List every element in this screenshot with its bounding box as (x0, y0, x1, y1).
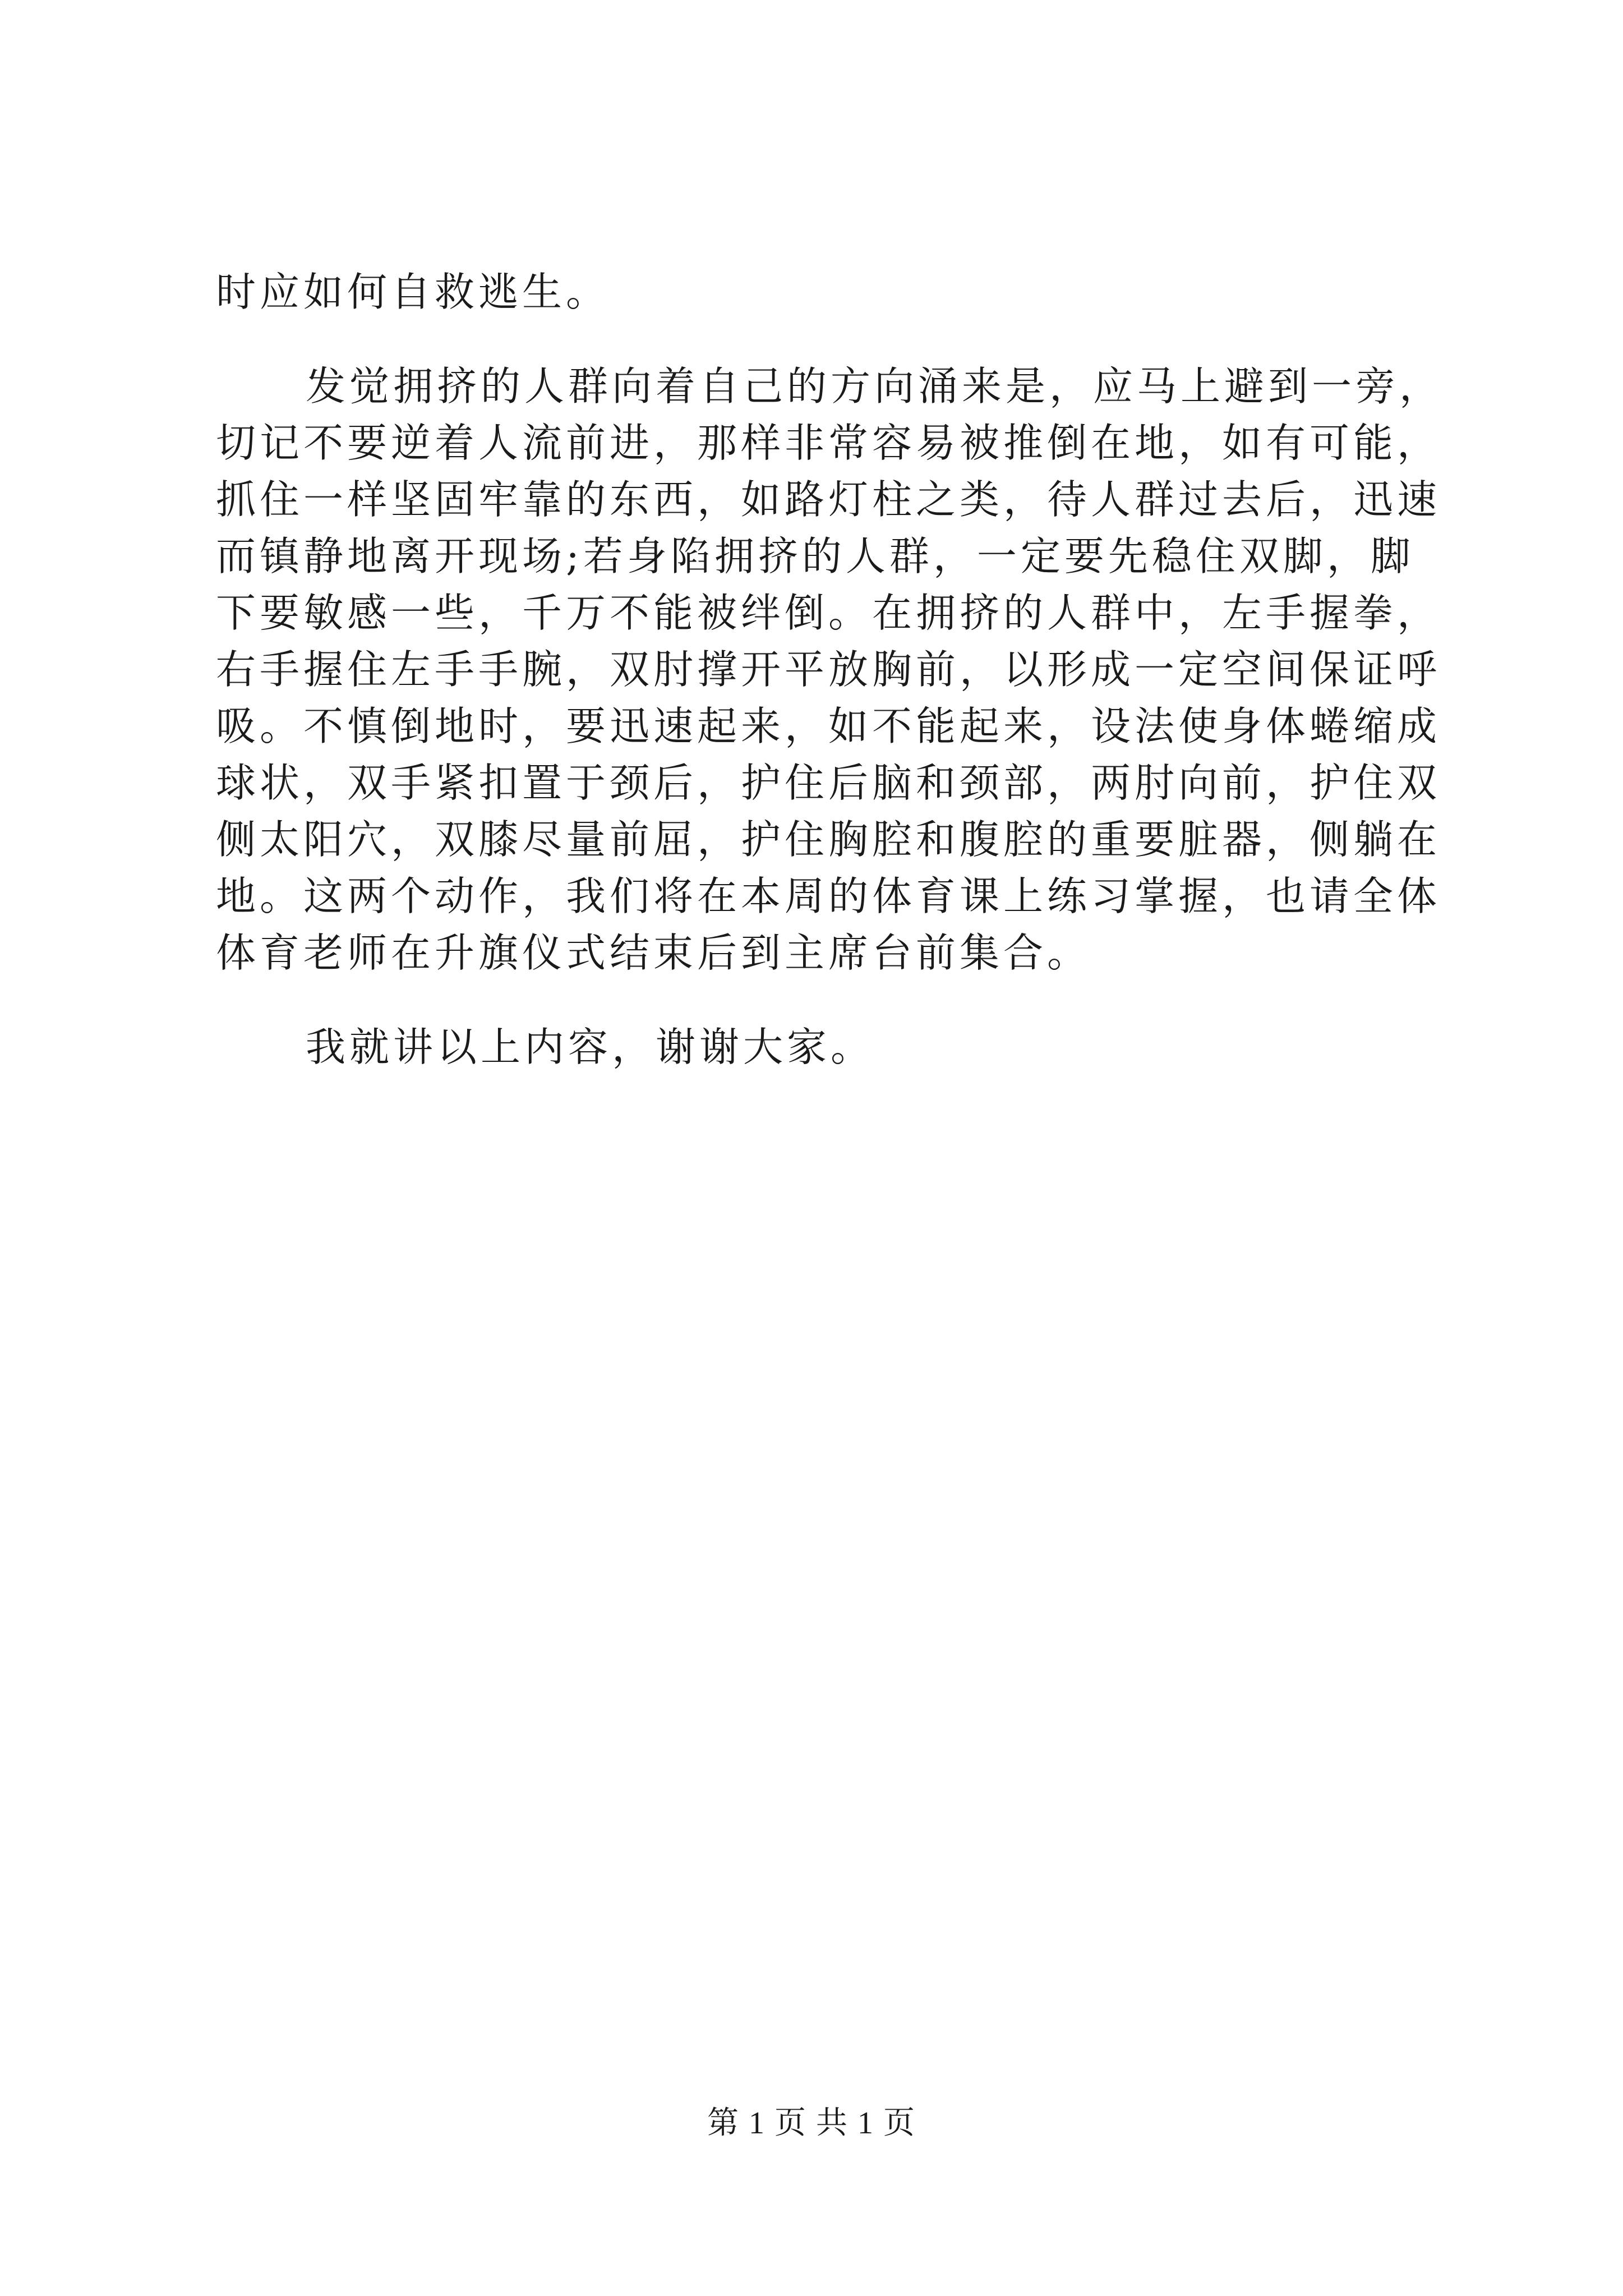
page-footer: 第 1 页 共 1 页 (707, 2106, 916, 2141)
text-line: 球状，双手紧扣置于颈后，护住后脑和颈部，两肘向前，护住双 (216, 760, 1441, 806)
paragraph-continuation (216, 264, 1427, 320)
text-line: 时应如何自救逃生。 (216, 269, 610, 315)
document-body (216, 264, 1444, 1075)
text-line: 地。这两个动作，我们将在本周的体育课上练习掌握，也请全体 (216, 873, 1441, 919)
text-line: 右手握住左手手腕，双肘撑开平放胸前，以形成一定空间保证呼 (216, 646, 1441, 693)
text-line: 吸。不慎倒地时，要迅速起来，如不能起来，设法使身体蜷缩成 (216, 703, 1441, 749)
text-line: 我就讲以上内容，谢谢大家。 (306, 1024, 875, 1070)
text-line: 下要敏感一些，千万不能被绊倒。在拥挤的人群中，左手握拳， (216, 590, 1441, 636)
text-line: 抓住一样坚固牢靠的东西，如路灯柱之类，待人群过去后，迅速 (216, 476, 1441, 523)
paragraph-safety-instructions (216, 358, 1444, 981)
text-line: 切记不要逆着人流前进，那样非常容易被推倒在地，如有可能， (216, 420, 1441, 466)
text-line: 而镇静地离开现场;若身陷拥挤的人群，一定要先稳住双脚，脚 (216, 533, 1414, 579)
text-line: 发觉拥挤的人群向着自己的方向涌来是，应马上避到一旁， (306, 363, 1444, 409)
text-line: 体育老师在升旗仪式结束后到主席台前集合。 (216, 930, 1091, 976)
paragraph-closing (216, 1019, 1427, 1075)
text-line: 侧太阳穴，双膝尽量前屈，护住胸腔和腹腔的重要脏器，侧躺在 (216, 816, 1441, 863)
